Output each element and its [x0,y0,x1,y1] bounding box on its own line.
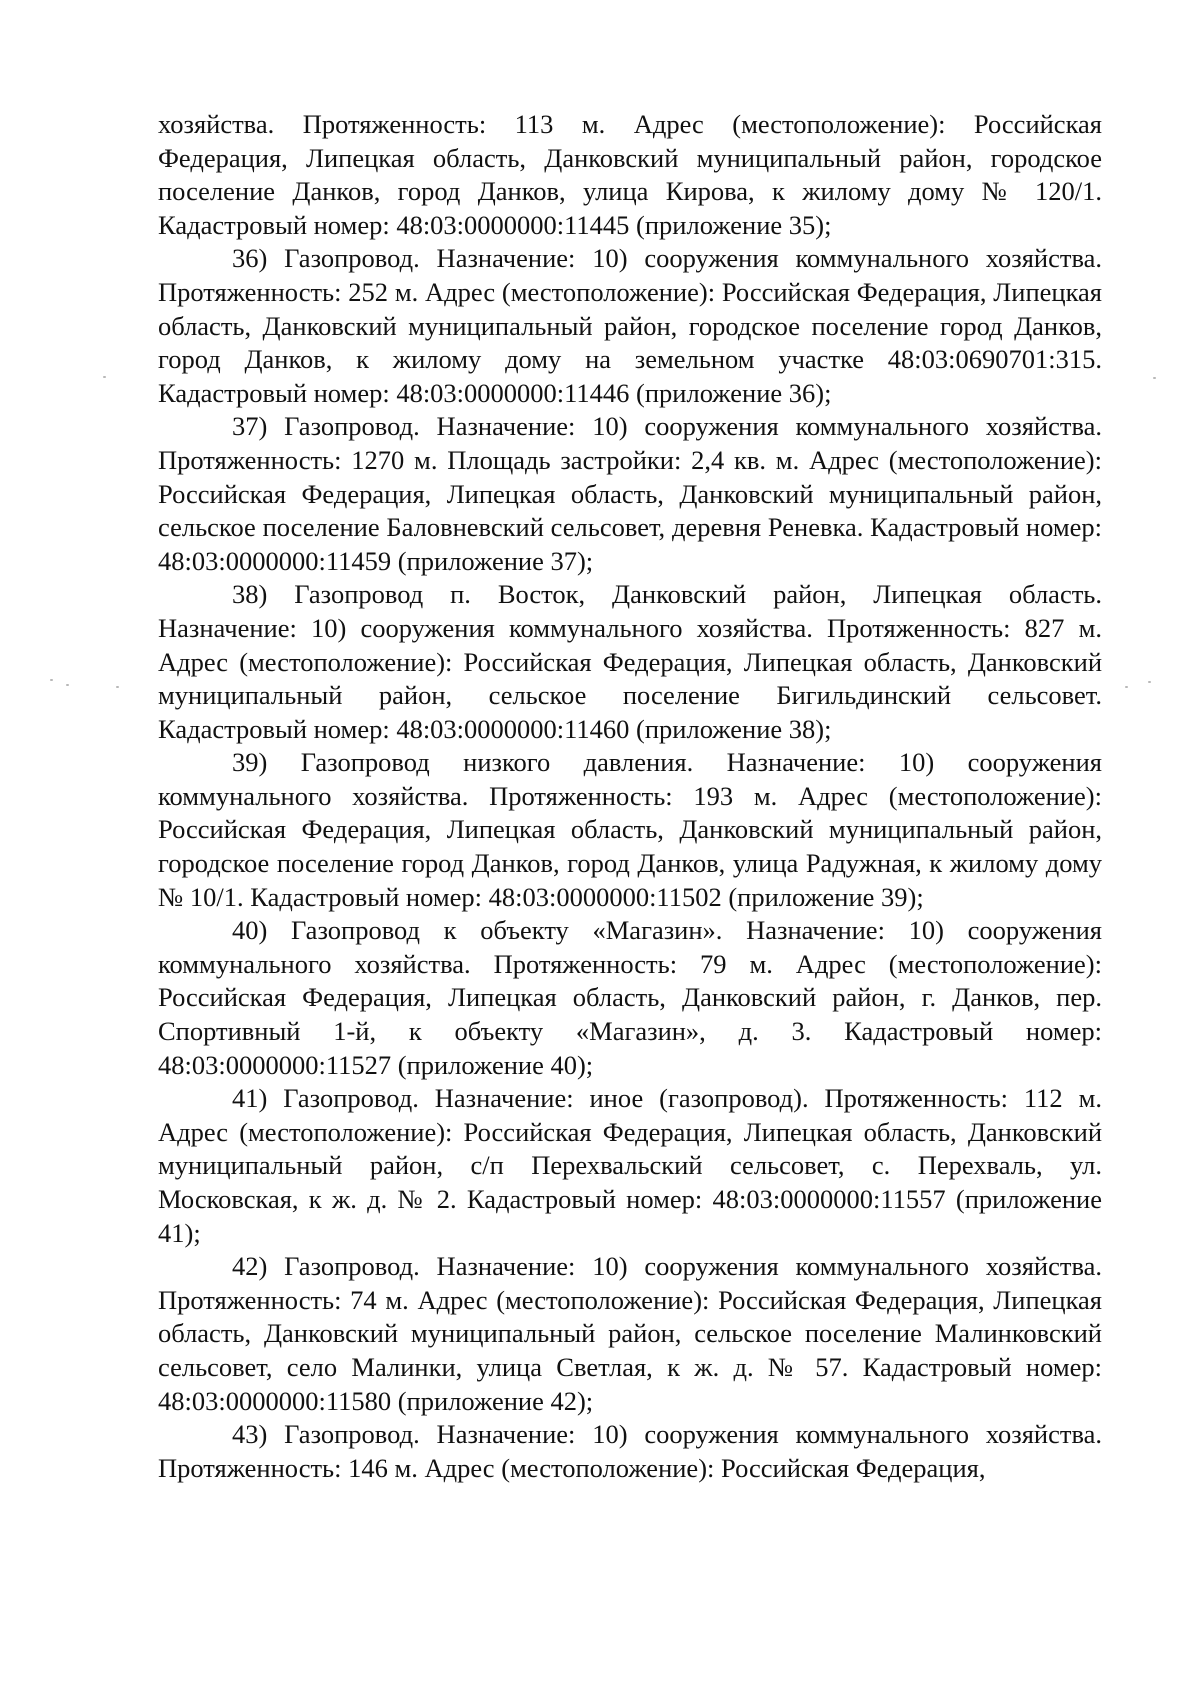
paragraph-item-40: 40) Газопровод к объекту «Магазин». Назначение: 10) сооружения коммунального хозяйства. Протяженность: 79 м. Адрес (местоположение): Российская Федерация, Липецкая область, Данковский район, г. Данков, пер. Спортивный 1-й, к объекту «Магазин», д. 3. Кадастровый номер: 48:03:0000000:11527 (приложение 40); [158,915,1102,1080]
paragraph-item-37: 37) Газопровод. Назначение: 10) сооружения коммунального хозяйства. Протяженность: 1270 м. Площадь застройки: 2,4 кв. м. Адрес (местоположение): Российская Федерация, Липецкая область, Данковский муниципальный район, сельское поселение Баловневский сельсовет, деревня Реневка. Кадастровый номер: 48:03:0000000:11459 (приложение 37); [158,411,1102,576]
paragraph-item-41: 41) Газопровод. Назначение: иное (газопровод). Протяженность: 112 м. Адрес (местоположение): Российская Федерация, Липецкая область, Данковский муниципальный район, с/п Перехвальский сельсовет, с. Перехваль, ул. Московская, к ж. д. № 2. Кадастровый номер: 48:03:0000000:11557 (приложение 41); [158,1083,1102,1248]
paragraph-item-39: 39) Газопровод низкого давления. Назначение: 10) сооружения коммунального хозяйства. Протяженность: 193 м. Адрес (местоположение): Российская Федерация, Липецкая область, Данковский муниципальный район, городское поселение город Данков, город Данков, улица Радужная, к жилому дому № 10/1. Кадастровый номер: 48:03:0000000:11502 (приложение 39); [158,747,1102,912]
scan-speck [116,686,119,688]
scan-speck [66,684,69,686]
paragraph-continuation-35: хозяйства. Протяженность: 113 м. Адрес (местоположение): Российская Федерация, Липецкая область, Данковский муниципальный район, городское поселение Данков, город Данков, улица Кирова, к жилому дому № 120/1. Кадастровый номер: 48:03:0000000:11445 (приложение 35); [158,109,1102,240]
paragraph-item-36: 36) Газопровод. Назначение: 10) сооружения коммунального хозяйства. Протяженность: 252 м. Адрес (местоположение): Российская Федерация, Липецкая область, Данковский муниципальный район, городское поселение город Данков, город Данков, к жилому дому на земельном участке 48:03:0690701:315. Кадастровый номер: 48:03:0000000:11446 (приложение 36); [158,243,1102,408]
scan-speck [50,679,53,681]
paragraph-item-38: 38) Газопровод п. Восток, Данковский район, Липецкая область. Назначение: 10) сооружения коммунального хозяйства. Протяженность: 827 м. Адрес (местоположение): Российская Федерация, Липецкая область, Данковский муниципальный район, сельское поселение Бигильдинский сельсовет. Кадастровый номер: 48:03:0000000:11460 (приложение 38); [158,579,1102,744]
paragraph-item-42: 42) Газопровод. Назначение: 10) сооружения коммунального хозяйства. Протяженность: 74 м. Адрес (местоположение): Российская Федерация, Липецкая область, Данковский муниципальный район, сельское поселение Малинковский сельсовет, село Малинки, улица Светлая, к ж. д. № 57. Кадастровый номер: 48:03:0000000:11580 (приложение 42); [158,1251,1102,1416]
scan-speck [1148,681,1151,683]
scan-speck [1125,686,1128,688]
paragraph-item-43: 43) Газопровод. Назначение: 10) сооружения коммунального хозяйства. Протяженность: 146 м. Адрес (местоположение): Российская Федерация, [158,1419,1102,1483]
scan-speck [1153,377,1156,379]
document-body [158,108,1102,1485]
scan-speck [103,376,106,378]
